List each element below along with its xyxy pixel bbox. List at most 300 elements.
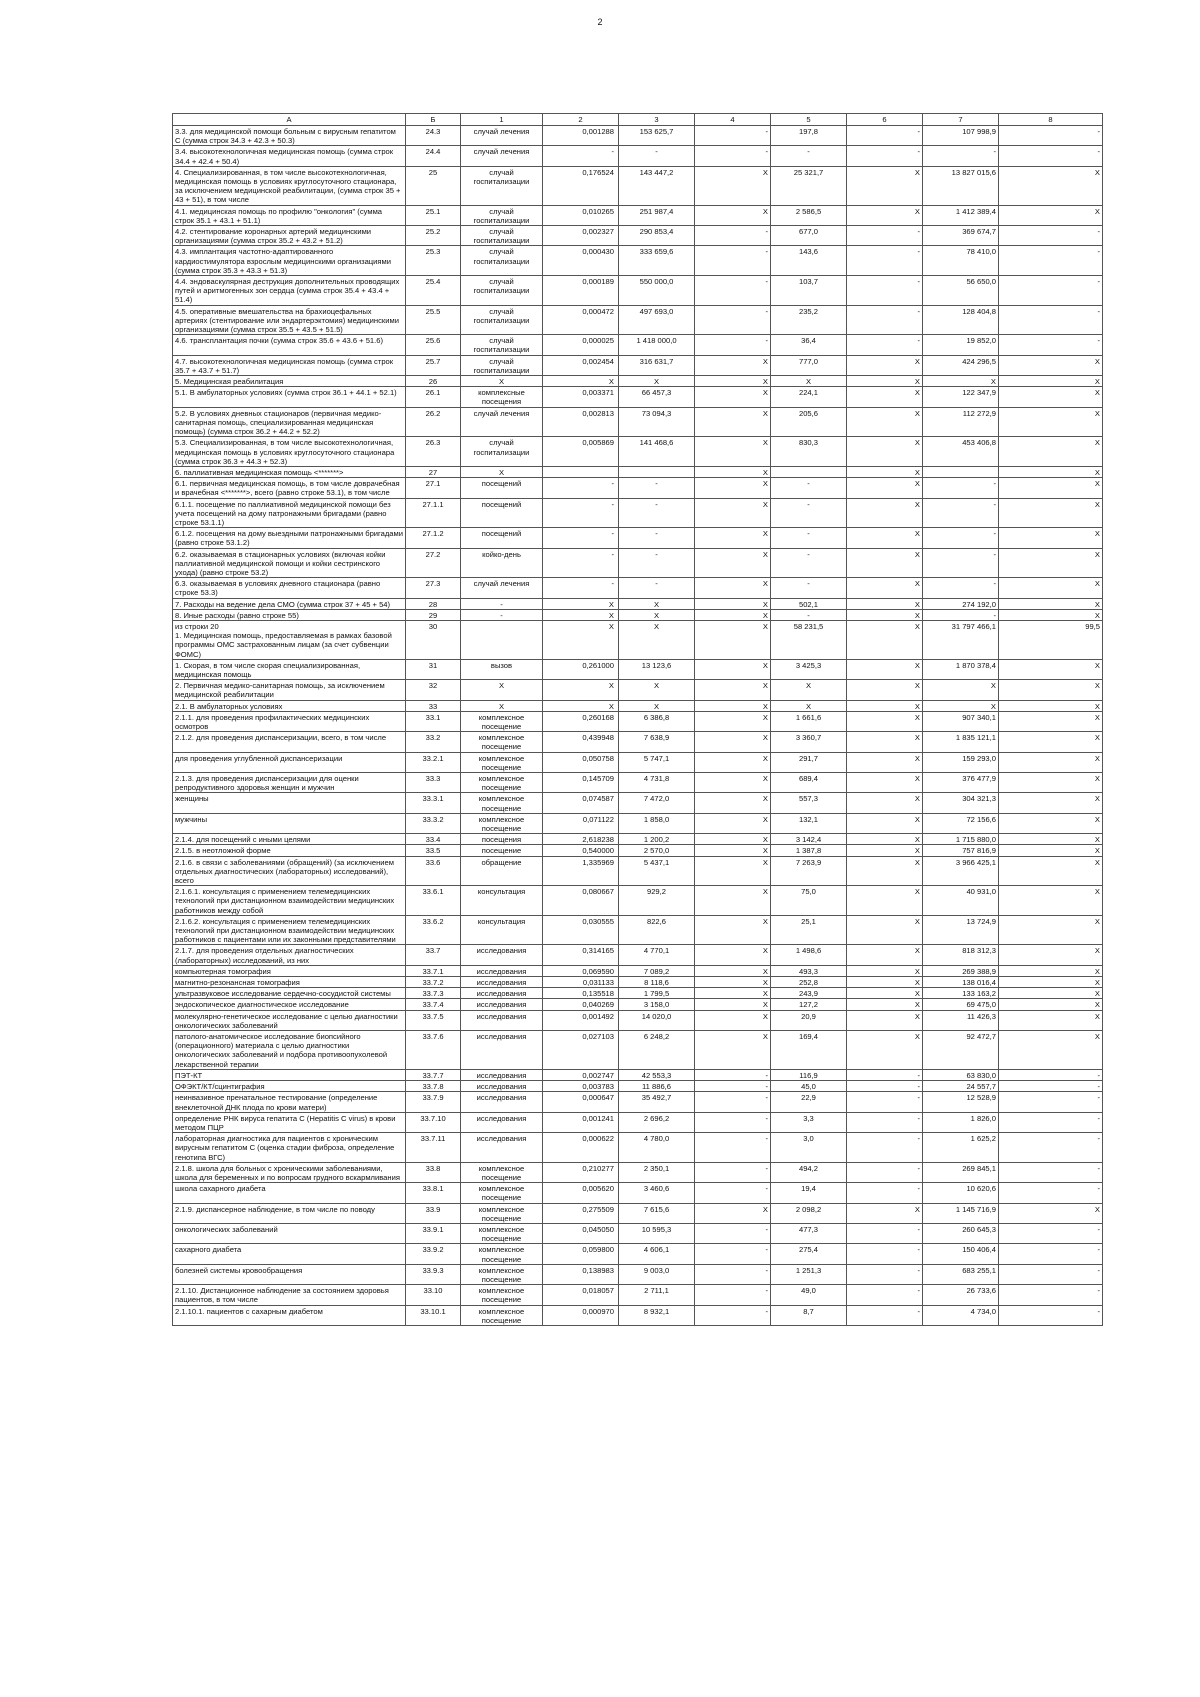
table-cell: 0,003783 [543, 1081, 619, 1092]
table-cell: 141 468,6 [619, 437, 695, 467]
table-cell: 143,6 [771, 246, 847, 276]
table-cell: X [999, 915, 1103, 945]
table-cell: 10 595,3 [619, 1223, 695, 1243]
row-label-cell: 1. Скорая, в том числе скорая специализированная, медицинская помощь [173, 659, 406, 679]
table-row [173, 1264, 1103, 1284]
table-cell: - [847, 1092, 923, 1112]
table-cell: - [695, 1244, 771, 1264]
table-cell: 1 858,0 [619, 813, 695, 833]
table-cell: - [999, 1133, 1103, 1163]
column-header: 2 [543, 114, 619, 126]
table-cell: X [847, 407, 923, 437]
table-cell: X [999, 945, 1103, 965]
table-cell: 112 272,9 [923, 407, 999, 437]
table-cell: 1 799,5 [619, 988, 695, 999]
row-label-cell: 2. Первичная медико-санитарная помощь, за исключением медицинской реабилитации [173, 680, 406, 700]
table-cell: X [695, 609, 771, 620]
table-row [173, 793, 1103, 813]
table-cell: 169,4 [771, 1031, 847, 1070]
table-cell: X [695, 437, 771, 467]
table-cell: X [999, 659, 1103, 679]
table-cell: случай госпитализации [461, 305, 543, 335]
table-row [173, 1081, 1103, 1092]
column-header: 1 [461, 114, 543, 126]
table-cell: - [999, 305, 1103, 335]
table-cell: 830,3 [771, 437, 847, 467]
table-cell: 49,0 [771, 1285, 847, 1305]
table-cell: X [695, 752, 771, 772]
table-row [173, 680, 1103, 700]
table-cell: 33.9.1 [406, 1223, 461, 1243]
row-label-cell: 4. Специализированная, в том числе высокотехнологичная, медицинская помощь в условиях круглосуточного стационара, за исключением медицинской реабилитации, (сумма строк 35 + 43 + 51), в том числе [173, 166, 406, 205]
table-cell: 0,135518 [543, 988, 619, 999]
table-cell: X [847, 609, 923, 620]
table-row [173, 1069, 1103, 1080]
table-cell: 127,2 [771, 999, 847, 1010]
table-cell: 12 528,9 [923, 1092, 999, 1112]
table-cell: - [619, 146, 695, 166]
table-cell: 3 360,7 [771, 732, 847, 752]
table-row [173, 834, 1103, 845]
row-label-cell: 2.1.9. диспансерное наблюдение, в том числе по поводу [173, 1203, 406, 1223]
table-cell: - [999, 1112, 1103, 1132]
table-cell: комплексное посещение [461, 1264, 543, 1284]
table-cell [461, 620, 543, 659]
table-cell: X [543, 376, 619, 387]
table-cell: 197,8 [771, 126, 847, 146]
column-header: 5 [771, 114, 847, 126]
table-cell: X [543, 700, 619, 711]
table-cell: 33.6.1 [406, 886, 461, 916]
row-label-cell: мужчины [173, 813, 406, 833]
table-cell: комплексное посещение [461, 1285, 543, 1305]
table-cell: 75,0 [771, 886, 847, 916]
row-label-cell: из строки 20 1. Медицинская помощь, предоставляемая в рамках базовой программы ОМС застрахованным лицам (за счет субвенции ФОМС) [173, 620, 406, 659]
table-cell: X [999, 845, 1103, 856]
table-cell: посещений [461, 498, 543, 528]
table-cell: консультация [461, 886, 543, 916]
row-label-cell: магнитно-резонансная томография [173, 977, 406, 988]
table-cell: - [695, 335, 771, 355]
table-cell: 252,8 [771, 977, 847, 988]
table-cell: X [847, 793, 923, 813]
table-cell: - [695, 1069, 771, 1080]
report-table-container [172, 113, 1102, 1326]
table-cell: - [771, 478, 847, 498]
table-cell: исследования [461, 1112, 543, 1132]
table-row [173, 886, 1103, 916]
table-row [173, 915, 1103, 945]
table-cell: - [695, 1305, 771, 1325]
table-cell [923, 466, 999, 477]
table-cell: 0,210277 [543, 1162, 619, 1182]
table-cell: X [695, 578, 771, 598]
table-row [173, 528, 1103, 548]
table-cell: 243,9 [771, 988, 847, 999]
row-label-cell: 2.1.10. Дистанционное наблюдение за состоянием здоровья пациентов, в том числе [173, 1285, 406, 1305]
table-cell: исследования [461, 945, 543, 965]
table-cell: 27.2 [406, 548, 461, 578]
table-cell: комплексное посещение [461, 813, 543, 833]
table-cell: - [999, 276, 1103, 306]
table-cell: 550 000,0 [619, 276, 695, 306]
table-cell: исследования [461, 977, 543, 988]
table-cell: X [847, 498, 923, 528]
table-cell: 0,439948 [543, 732, 619, 752]
row-label-cell: 2.1.6.1. консультация с применением телемедицинских технологий при дистанционном взаимодействии медицинских работников между собой [173, 886, 406, 916]
table-cell: случай госпитализации [461, 246, 543, 276]
table-cell: 26.1 [406, 387, 461, 407]
row-label-cell: 2.1.1. для проведения профилактических медицинских осмотров [173, 711, 406, 731]
table-cell: - [847, 1162, 923, 1182]
table-cell: X [847, 915, 923, 945]
table-cell: 33.3.2 [406, 813, 461, 833]
table-cell: 153 625,7 [619, 126, 695, 146]
table-cell: X [847, 965, 923, 976]
table-cell: 453 406,8 [923, 437, 999, 467]
table-cell: 33.7.3 [406, 988, 461, 999]
table-cell: 122 347,9 [923, 387, 999, 407]
table-cell: случай госпитализации [461, 335, 543, 355]
row-label-cell: 2.1.6. в связи с заболеваниями (обращений) (за исключением отдельных диагностических (лабораторных) исследований), всего [173, 856, 406, 886]
table-cell: X [999, 977, 1103, 988]
table-cell: 0,001241 [543, 1112, 619, 1132]
table-row [173, 1010, 1103, 1030]
table-cell: X [695, 813, 771, 833]
table-cell: 99,5 [999, 620, 1103, 659]
table-cell: 33.7.10 [406, 1112, 461, 1132]
table-cell: 304 321,3 [923, 793, 999, 813]
table-row [173, 166, 1103, 205]
table-cell: - [999, 1081, 1103, 1092]
table-cell: 42 553,3 [619, 1069, 695, 1080]
table-cell: X [999, 1010, 1103, 1030]
table-cell: 0,540000 [543, 845, 619, 856]
table-cell: X [847, 528, 923, 548]
table-cell: 1 412 389,4 [923, 205, 999, 225]
column-header: 8 [999, 114, 1103, 126]
column-header: 3 [619, 114, 695, 126]
table-cell: 27.1.1 [406, 498, 461, 528]
table-cell: 0,000472 [543, 305, 619, 335]
table-row [173, 609, 1103, 620]
table-cell: - [695, 1183, 771, 1203]
table-cell: X [999, 166, 1103, 205]
table-cell: 0,071122 [543, 813, 619, 833]
table-cell: исследования [461, 1092, 543, 1112]
table-row [173, 1133, 1103, 1163]
table-cell: 7 089,2 [619, 965, 695, 976]
table-cell: 73 094,3 [619, 407, 695, 437]
row-label-cell: 6.1. первичная медицинская помощь, в том числе доврачебная и врачебная <*******>, всего (равно строке 53.1), в том числе [173, 478, 406, 498]
table-cell: X [999, 578, 1103, 598]
row-label-cell: ультразвуковое исследование сердечно-сосудистой системы [173, 988, 406, 999]
table-row [173, 752, 1103, 772]
table-cell: - [999, 146, 1103, 166]
row-label-cell: 5.3. Специализированная, в том числе высокотехнологичная, медицинская помощь в условиях круглосуточного стационара (сумма строк 36.3 + 44.3 + 52.3) [173, 437, 406, 467]
row-label-cell: 4.5. оперативные вмешательства на брахиоцефальных артериях (стентирование или эндартерэктомия) медицинскими организациями (сумма строк 35.5 + 43.5 + 51.5) [173, 305, 406, 335]
table-cell: 33.1 [406, 711, 461, 731]
table-cell: 92 472,7 [923, 1031, 999, 1070]
header-row [173, 114, 1103, 126]
table-cell: 2,618238 [543, 834, 619, 845]
table-cell: - [695, 1081, 771, 1092]
table-row [173, 1285, 1103, 1305]
table-cell: посещений [461, 478, 543, 498]
table-cell: 25.1 [406, 205, 461, 225]
row-label-cell: 3.4. высокотехнологичная медицинская помощь (сумма строк 34.4 + 42.4 + 50.4) [173, 146, 406, 166]
table-cell: 33.9.2 [406, 1244, 461, 1264]
table-body [173, 126, 1103, 1326]
table-cell: 2 098,2 [771, 1203, 847, 1223]
row-label-cell: 3.3. для медицинской помощи больным с вирусным гепатитом С (сумма строк 34.3 + 42.3 + 50.3) [173, 126, 406, 146]
table-cell: случай госпитализации [461, 437, 543, 467]
table-cell: X [847, 387, 923, 407]
row-label-cell: 6.3. оказываемая в условиях дневного стационара (равно строке 53.3) [173, 578, 406, 598]
table-cell: 1 715 880,0 [923, 834, 999, 845]
table-cell: случай госпитализации [461, 226, 543, 246]
table-row [173, 856, 1103, 886]
table-cell: 33.3 [406, 773, 461, 793]
table-cell: X [695, 988, 771, 999]
table-cell: X [999, 598, 1103, 609]
table-cell: 0,031133 [543, 977, 619, 988]
table-cell: X [999, 988, 1103, 999]
table-row [173, 276, 1103, 306]
table-cell: X [847, 620, 923, 659]
table-cell: - [847, 335, 923, 355]
table-cell: X [619, 620, 695, 659]
table-row [173, 1112, 1103, 1132]
column-header: 6 [847, 114, 923, 126]
table-cell: X [619, 376, 695, 387]
table-cell: 72 156,6 [923, 813, 999, 833]
table-cell: X [999, 355, 1103, 375]
table-cell: X [461, 700, 543, 711]
table-cell: X [847, 977, 923, 988]
table-cell: 502,1 [771, 598, 847, 609]
table-cell: X [695, 387, 771, 407]
table-cell: X [847, 355, 923, 375]
table-row [173, 598, 1103, 609]
table-cell: - [695, 1223, 771, 1243]
table-cell: 0,002747 [543, 1069, 619, 1080]
table-cell: X [619, 700, 695, 711]
row-label-cell: 6.1.1. посещение по паллиативной медицинской помощи без учета посещений на дому патронажными бригадами (равно строке 53.1.1) [173, 498, 406, 528]
table-row [173, 407, 1103, 437]
table-cell: 683 255,1 [923, 1264, 999, 1284]
table-cell: X [999, 965, 1103, 976]
table-cell: - [999, 1305, 1103, 1325]
table-cell: 1 418 000,0 [619, 335, 695, 355]
table-cell: 30 [406, 620, 461, 659]
row-label-cell: 6.2. оказываемая в стационарных условиях (включая койки паллиативной медицинской помощи и койки сестринского ухода) (равно строке 53.2) [173, 548, 406, 578]
table-cell: X [619, 609, 695, 620]
table-cell: - [695, 276, 771, 306]
row-label-cell: сахарного диабета [173, 1244, 406, 1264]
table-cell: X [695, 528, 771, 548]
table-cell: комплексное посещение [461, 1305, 543, 1325]
table-row [173, 1031, 1103, 1070]
table-cell: X [461, 376, 543, 387]
table-row [173, 773, 1103, 793]
table-cell: X [695, 773, 771, 793]
table-cell: 5 747,1 [619, 752, 695, 772]
table-cell: 224,1 [771, 387, 847, 407]
table-row [173, 1203, 1103, 1223]
table-cell: - [999, 335, 1103, 355]
table-cell: 3 158,0 [619, 999, 695, 1010]
table-cell: 2 350,1 [619, 1162, 695, 1182]
column-header: А [173, 114, 406, 126]
table-cell: - [461, 598, 543, 609]
table-cell: 929,2 [619, 886, 695, 916]
table-cell: - [695, 1112, 771, 1132]
table-cell: 33.7.11 [406, 1133, 461, 1163]
table-cell: X [999, 732, 1103, 752]
table-cell: 4 606,1 [619, 1244, 695, 1264]
table-cell [619, 466, 695, 477]
table-cell: 0,027103 [543, 1031, 619, 1070]
table-cell: 251 987,4 [619, 205, 695, 225]
table-cell: X [695, 680, 771, 700]
table-cell: 26 733,6 [923, 1285, 999, 1305]
table-cell: X [695, 1203, 771, 1223]
table-cell: X [695, 466, 771, 477]
table-cell: 818 312,3 [923, 945, 999, 965]
table-cell: - [543, 478, 619, 498]
table-cell: 25 [406, 166, 461, 205]
table-cell: - [543, 498, 619, 528]
table-row [173, 1223, 1103, 1243]
table-cell: X [695, 732, 771, 752]
table-cell: X [923, 680, 999, 700]
row-label-cell: 4.2. стентирование коронарных артерий медицинскими организациями (сумма строк 35.2 + 43.2 + 51.2) [173, 226, 406, 246]
table-cell: X [999, 1203, 1103, 1223]
table-cell: - [999, 1223, 1103, 1243]
table-cell: 11 426,3 [923, 1010, 999, 1030]
table-cell: 493,3 [771, 965, 847, 976]
table-cell: - [695, 146, 771, 166]
table-cell: X [695, 620, 771, 659]
table-cell: - [619, 478, 695, 498]
table-cell: X [847, 680, 923, 700]
table-cell: 33.2 [406, 732, 461, 752]
table-cell: - [771, 609, 847, 620]
table-cell: X [999, 466, 1103, 477]
table-cell: X [695, 700, 771, 711]
table-cell: X [461, 466, 543, 477]
table-cell: - [847, 1223, 923, 1243]
table-cell: X [847, 711, 923, 731]
table-cell: - [847, 1244, 923, 1264]
table-cell: 0,000430 [543, 246, 619, 276]
table-cell [771, 466, 847, 477]
table-cell: случай госпитализации [461, 166, 543, 205]
table-cell: 1 251,3 [771, 1264, 847, 1284]
row-label-cell: эндоскопическое диагностическое исследование [173, 999, 406, 1010]
table-cell: X [847, 598, 923, 609]
table-cell: 0,000622 [543, 1133, 619, 1163]
table-cell: - [999, 126, 1103, 146]
table-cell: 33.10.1 [406, 1305, 461, 1325]
row-label-cell: 4.6. трансплантация почки (сумма строк 35.6 + 43.6 + 51.6) [173, 335, 406, 355]
row-label-cell: 2.1.3. для проведения диспансеризации для оценки репродуктивного здоровья женщин и мужчин [173, 773, 406, 793]
table-cell: 1 498,6 [771, 945, 847, 965]
row-label-cell: для проведения углубленной диспансеризации [173, 752, 406, 772]
table-cell: 33.7.9 [406, 1092, 461, 1112]
table-cell: 0,080667 [543, 886, 619, 916]
row-label-cell: 4.4. эндоваскулярная деструкция дополнительных проводящих путей и аритмогенных зон сердца (сумма строк 35.4 + 43.4 + 51.4) [173, 276, 406, 306]
table-cell: 275,4 [771, 1244, 847, 1264]
row-label-cell: 6.1.2. посещения на дому выездными патронажными бригадами (равно строке 53.1.2) [173, 528, 406, 548]
table-cell: - [771, 528, 847, 548]
table-cell: - [923, 478, 999, 498]
table-cell: 4 734,0 [923, 1305, 999, 1325]
table-row [173, 548, 1103, 578]
table-cell: X [695, 478, 771, 498]
table-cell: X [847, 999, 923, 1010]
table-cell: 25.4 [406, 276, 461, 306]
table-cell: 24.4 [406, 146, 461, 166]
table-cell: 274 192,0 [923, 598, 999, 609]
table-cell: - [619, 578, 695, 598]
table-cell: 133 163,2 [923, 988, 999, 999]
table-cell: - [923, 146, 999, 166]
table-cell: 497 693,0 [619, 305, 695, 335]
table-cell: X [999, 752, 1103, 772]
table-cell: - [999, 1244, 1103, 1264]
table-cell: X [999, 407, 1103, 437]
table-cell: 4 780,0 [619, 1133, 695, 1163]
table-cell: 1 625,2 [923, 1133, 999, 1163]
table-cell: X [695, 945, 771, 965]
table-cell: 477,3 [771, 1223, 847, 1243]
table-cell: комплексное посещение [461, 773, 543, 793]
table-cell: комплексное посещение [461, 793, 543, 813]
table-cell: 132,1 [771, 813, 847, 833]
table-cell: 0,145709 [543, 773, 619, 793]
row-label-cell: 4.1. медицинская помощь по профилю "онкология" (сумма строк 35.1 + 43.1 + 51.1) [173, 205, 406, 225]
table-cell: - [771, 146, 847, 166]
table-cell: X [999, 773, 1103, 793]
table-cell: X [695, 845, 771, 856]
table-cell: 689,4 [771, 773, 847, 793]
table-cell: 78 410,0 [923, 246, 999, 276]
table-cell: X [695, 376, 771, 387]
table-cell: 33.5 [406, 845, 461, 856]
table-cell: 29 [406, 609, 461, 620]
table-row [173, 1244, 1103, 1264]
table-cell: 128 404,8 [923, 305, 999, 335]
table-cell: 26.2 [406, 407, 461, 437]
table-cell: - [695, 1285, 771, 1305]
table-cell: - [543, 146, 619, 166]
table-cell: 33.7.6 [406, 1031, 461, 1070]
column-header: 4 [695, 114, 771, 126]
table-cell: исследования [461, 1010, 543, 1030]
table-cell: 2 696,2 [619, 1112, 695, 1132]
table-cell: X [695, 498, 771, 528]
table-cell: исследования [461, 965, 543, 976]
table-cell: случай госпитализации [461, 205, 543, 225]
table-cell: 0,002327 [543, 226, 619, 246]
table-cell: - [999, 1162, 1103, 1182]
table-cell: X [999, 999, 1103, 1010]
table-cell: X [847, 845, 923, 856]
table-cell: - [695, 246, 771, 276]
table-cell: комплексное посещение [461, 711, 543, 731]
